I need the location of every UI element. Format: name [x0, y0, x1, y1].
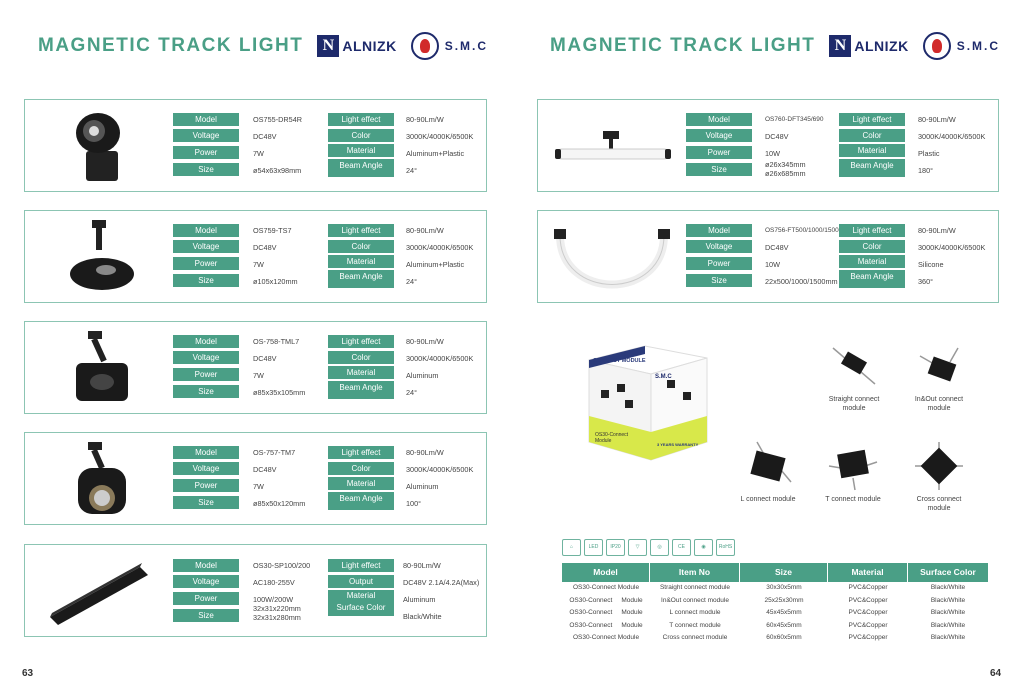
value-material: Plastic: [918, 149, 940, 158]
label-light-effect: Light effect: [328, 113, 394, 126]
value-model: OS760-DFT345/690: [765, 116, 824, 123]
label-power: Power: [173, 257, 239, 270]
label-size: Size: [173, 163, 239, 176]
spec-block: [173, 113, 483, 183]
col-header-item-no: Item No: [650, 563, 740, 582]
ce-icon: CE: [672, 539, 691, 556]
label-output: Output: [328, 575, 394, 588]
module-label: Straight connect module: [828, 396, 880, 412]
value-material: Aluminum+Plastic: [406, 149, 465, 158]
cell-color: Black/White: [930, 621, 966, 629]
label-beam-angle: Beam Angle: [328, 270, 394, 288]
value-light-effect: 80-90Lm/W: [406, 115, 444, 124]
label-power: Power: [173, 368, 239, 381]
smc-emblem-icon: [923, 32, 951, 60]
label-color: Color: [328, 240, 394, 253]
label-light-effect: Light effect: [328, 224, 394, 237]
col-header-surface-color: Surface Color: [908, 563, 988, 582]
value-model: OS755-DR54R: [253, 115, 303, 124]
cell-size: 60x60x5mm: [766, 634, 802, 641]
page-number-left: 63: [22, 668, 34, 679]
cell-item: Straight connect module: [659, 584, 731, 591]
label-voltage: Voltage: [173, 351, 239, 364]
value-model: OS759-TS7: [253, 226, 292, 235]
table-row: [562, 595, 988, 608]
box-title: CONNECT MODULE: [593, 358, 646, 364]
value-material: Silicone: [918, 260, 944, 269]
label-size: Size: [686, 274, 752, 287]
cell-item: Cross connect module: [662, 634, 728, 641]
value-beam-angle: 24°: [406, 388, 418, 397]
label-power: Power: [173, 479, 239, 492]
label-voltage: Voltage: [173, 575, 239, 588]
spec-block: [686, 113, 996, 183]
label-color: Color: [839, 240, 905, 253]
col-header-size: Size: [740, 563, 828, 582]
cell-color: Black/White: [930, 584, 966, 591]
spec-block: [686, 224, 996, 294]
spotlight-image: [65, 106, 135, 186]
label-light-effect: Light effect: [839, 224, 905, 237]
value-size: ø85x35x105mm: [253, 388, 306, 397]
value-color: 3000K/4000K/6500K: [406, 465, 474, 474]
left-header: [38, 32, 488, 60]
box-brand: S.M.C: [655, 374, 672, 380]
cell-material: PVC&Copper: [848, 621, 888, 629]
value-voltage: DC48V: [253, 465, 277, 474]
label-material: Material: [839, 255, 905, 268]
label-light-effect: Light effect: [328, 559, 394, 572]
label-material-surface: [328, 590, 394, 616]
value-color: 3000K/4000K/6500K: [406, 243, 474, 252]
t-connect-icon: [827, 440, 879, 492]
label-size: Size: [686, 163, 752, 176]
label-model: Model: [173, 113, 239, 126]
value-light-effect: 80-90Lm/W: [406, 337, 444, 346]
label-power: Power: [686, 257, 752, 270]
value-model: OS756-FT500/1000/1500: [765, 227, 839, 234]
module-l: [734, 440, 802, 504]
spec-block: [173, 559, 483, 629]
value-size: ø26x345mm ø26x685mm: [765, 160, 806, 178]
value-surface-color: Black/White: [403, 612, 442, 621]
track-downlight-image: [67, 328, 137, 408]
tube-light-image: [550, 120, 676, 170]
label-beam-angle: Beam Angle: [839, 159, 905, 177]
cell-size: 25x25x30mm: [764, 596, 804, 604]
page-title-right: MAGNETIC TRACK LIGHT: [550, 35, 816, 56]
value-power: 7W: [253, 149, 264, 158]
track-spot-image: [63, 217, 139, 297]
value-size: ø85x50x120mm: [253, 499, 306, 508]
value-light-effect: 80-90Lm/W: [406, 226, 444, 235]
value-beam-angle: 180°: [918, 166, 934, 175]
value-power: 7W: [253, 371, 264, 380]
value-voltage: AC180-255V: [253, 578, 295, 587]
value-voltage: DC48V: [253, 132, 277, 141]
value-voltage: DC48V: [253, 243, 277, 252]
label-model: Model: [686, 224, 752, 237]
smc-logo: [923, 32, 1000, 60]
cell-color: Black/White: [930, 596, 966, 604]
value-power: 10W: [765, 260, 781, 269]
value-color: 3000K/4000K/6500K: [406, 354, 474, 363]
partner-name: S.M.C: [444, 39, 489, 53]
label-power: Power: [173, 146, 239, 159]
cell-size: 30x30x5mm: [766, 584, 802, 591]
label-beam-angle: Beam Angle: [328, 159, 394, 177]
value-material: Aluminum: [406, 371, 439, 380]
module-straight: [820, 340, 888, 413]
label-light-effect: Light effect: [328, 335, 394, 348]
module-t: [818, 440, 888, 504]
partner-name: S.M.C: [956, 39, 1001, 53]
label-model: Model: [173, 559, 239, 572]
col-header-material: Material: [828, 563, 908, 582]
cell-color: Black/White: [930, 634, 966, 641]
col-header-model: Model: [562, 563, 650, 582]
cell-item: In&Out connect module: [661, 596, 729, 604]
label-voltage: Voltage: [173, 462, 239, 475]
connect-module-table: [562, 563, 988, 645]
value-beam-angle: 24°: [406, 277, 418, 286]
value-material: Aluminum: [406, 482, 439, 491]
value-size: ø105x120mm: [253, 277, 298, 286]
spec-block: [173, 446, 483, 516]
value-power: 7W: [253, 482, 264, 491]
eye-icon: ◉: [694, 539, 713, 556]
label-beam-angle: Beam Angle: [328, 492, 394, 510]
label-color: Color: [328, 462, 394, 475]
lamp-icon: ◎: [650, 539, 669, 556]
value-beam-angle: 100°: [406, 499, 422, 508]
value-model: OS-757-TM7: [253, 448, 296, 457]
label-power: Power: [173, 592, 239, 605]
product-card-os757: [24, 432, 487, 525]
house-icon: ⌂: [562, 539, 581, 556]
table-row: [562, 582, 988, 595]
value-color: 3000K/4000K/6500K: [918, 243, 986, 252]
label-color: Color: [328, 351, 394, 364]
value-voltage: DC48V: [765, 243, 789, 252]
label-size: Size: [173, 496, 239, 509]
spec-block: [173, 224, 483, 294]
alnizk-mark-icon: N: [829, 35, 851, 57]
cell-model: OS30-Connect Module: [569, 596, 643, 604]
module-cross: [905, 440, 973, 513]
value-light-effect: 80-90Lm/W: [918, 226, 956, 235]
module-in-out: [905, 340, 973, 413]
module-label: T connect module: [825, 496, 881, 503]
value-output: DC48V 2.1A/4.2A(Max): [403, 578, 480, 587]
in-out-connect-icon: [914, 340, 964, 392]
product-card-os758: [24, 321, 487, 414]
cell-item: T connect module: [669, 621, 721, 629]
label-model: Model: [686, 113, 752, 126]
flexible-strip-image: [548, 219, 676, 299]
value-model: OS30-SP100/200: [253, 561, 311, 570]
value-size: ø54x63x98mm: [253, 166, 302, 175]
box-warranty: 3 YEARS WARRANTY: [657, 442, 699, 447]
brand-name: ALNIZK: [342, 38, 397, 54]
label-power: Power: [686, 146, 752, 159]
cell-size: 45x45x5mm: [766, 609, 802, 616]
label-surface-color: Surface Color: [336, 603, 386, 612]
cell-material: PVC&Copper: [848, 584, 888, 591]
table-row: [562, 607, 988, 620]
label-material: Material: [328, 477, 394, 490]
label-light-effect: Light effect: [839, 113, 905, 126]
label-material: Material: [839, 144, 905, 157]
value-light-effect: 80-90Lm/W: [403, 561, 441, 570]
label-light-effect: Light effect: [328, 446, 394, 459]
value-light-effect: 80-90Lm/W: [406, 448, 444, 457]
page-title-left: MAGNETIC TRACK LIGHT: [38, 35, 304, 56]
value-voltage: DC48V: [253, 354, 277, 363]
value-size: 32x31x220mm 32x31x280mm: [253, 604, 301, 622]
label-color: Color: [328, 129, 394, 142]
table-header: [562, 563, 988, 582]
value-beam-angle: 360°: [918, 277, 934, 286]
label-model: Model: [173, 335, 239, 348]
led-icon: LED: [584, 539, 603, 556]
value-color: 3000K/4000K/6500K: [406, 132, 474, 141]
product-card-os756: [537, 210, 999, 303]
smc-logo: [411, 32, 488, 60]
module-label: L connect module: [740, 496, 796, 503]
value-beam-angle: 24°: [406, 166, 418, 175]
value-color: 3000K/4000K/6500K: [918, 132, 986, 141]
value-light-effect: 80-90Lm/W: [918, 115, 956, 124]
value-power: 7W: [253, 260, 264, 269]
label-voltage: Voltage: [686, 240, 752, 253]
module-label: In&Out connect module: [914, 396, 964, 412]
value-material: Aluminum: [403, 595, 436, 604]
value-voltage: DC48V: [765, 132, 789, 141]
product-card-power-supply: [24, 544, 487, 637]
ip20-icon: IP20: [606, 539, 625, 556]
label-voltage: Voltage: [686, 129, 752, 142]
cell-model: OS30-Connect Module: [569, 621, 643, 629]
label-material: Material: [328, 144, 394, 157]
power-supply-image: [39, 553, 159, 633]
value-material: Aluminum+Plastic: [406, 260, 465, 269]
label-material: Material: [328, 255, 394, 268]
cell-model: OS30-Connect Module: [572, 584, 640, 591]
alnizk-mark-icon: N: [317, 35, 339, 57]
spec-block: [173, 335, 483, 405]
brand-name: ALNIZK: [854, 38, 909, 54]
value-size: 22x500/1000/1500mm: [765, 277, 838, 286]
cell-material: PVC&Copper: [848, 634, 888, 641]
straight-connect-icon: [829, 340, 879, 392]
value-power: 100W/200W: [253, 595, 294, 604]
label-beam-angle: Beam Angle: [328, 381, 394, 399]
label-size: Size: [173, 274, 239, 287]
certification-icons: [562, 539, 735, 556]
cross-connect-icon: [913, 440, 965, 492]
triangle-icon: ▽: [628, 539, 647, 556]
box-caption: OS30-Connect Module: [595, 432, 629, 444]
label-size: Size: [173, 609, 239, 622]
table-row: [562, 632, 988, 645]
product-card-os759: [24, 210, 487, 303]
cell-color: Black/White: [930, 609, 966, 616]
value-power: 10W: [765, 149, 781, 158]
label-model: Model: [173, 446, 239, 459]
cell-model: OS30-Connect Module: [569, 609, 643, 616]
track-cylinder-image: [67, 439, 137, 519]
cell-material: PVC&Copper: [848, 609, 888, 616]
cell-size: 60x45x5mm: [766, 621, 802, 629]
cell-item: L connect module: [669, 609, 721, 616]
right-header: [550, 32, 1000, 60]
alnizk-logo: [829, 35, 908, 57]
label-material: Material: [346, 591, 376, 600]
table-row: [562, 620, 988, 633]
label-beam-angle: Beam Angle: [839, 270, 905, 288]
cell-material: PVC&Copper: [848, 596, 888, 604]
label-model: Model: [173, 224, 239, 237]
product-card-os760: [537, 99, 999, 192]
product-card-os755: [24, 99, 487, 192]
l-connect-icon: [743, 440, 793, 492]
rohs-icon: RoHS: [716, 539, 735, 556]
value-model: OS-758-TML7: [253, 337, 300, 346]
cell-model: OS30-Connect Module: [572, 634, 640, 641]
smc-emblem-icon: [411, 32, 439, 60]
label-voltage: Voltage: [173, 129, 239, 142]
label-material: Material: [328, 366, 394, 379]
connect-module-box-image: [585, 340, 711, 464]
label-color: Color: [839, 129, 905, 142]
page-number-right: 64: [990, 668, 1002, 679]
label-size: Size: [173, 385, 239, 398]
label-voltage: Voltage: [173, 240, 239, 253]
alnizk-logo: [317, 35, 396, 57]
module-label: Cross connect module: [916, 496, 962, 512]
